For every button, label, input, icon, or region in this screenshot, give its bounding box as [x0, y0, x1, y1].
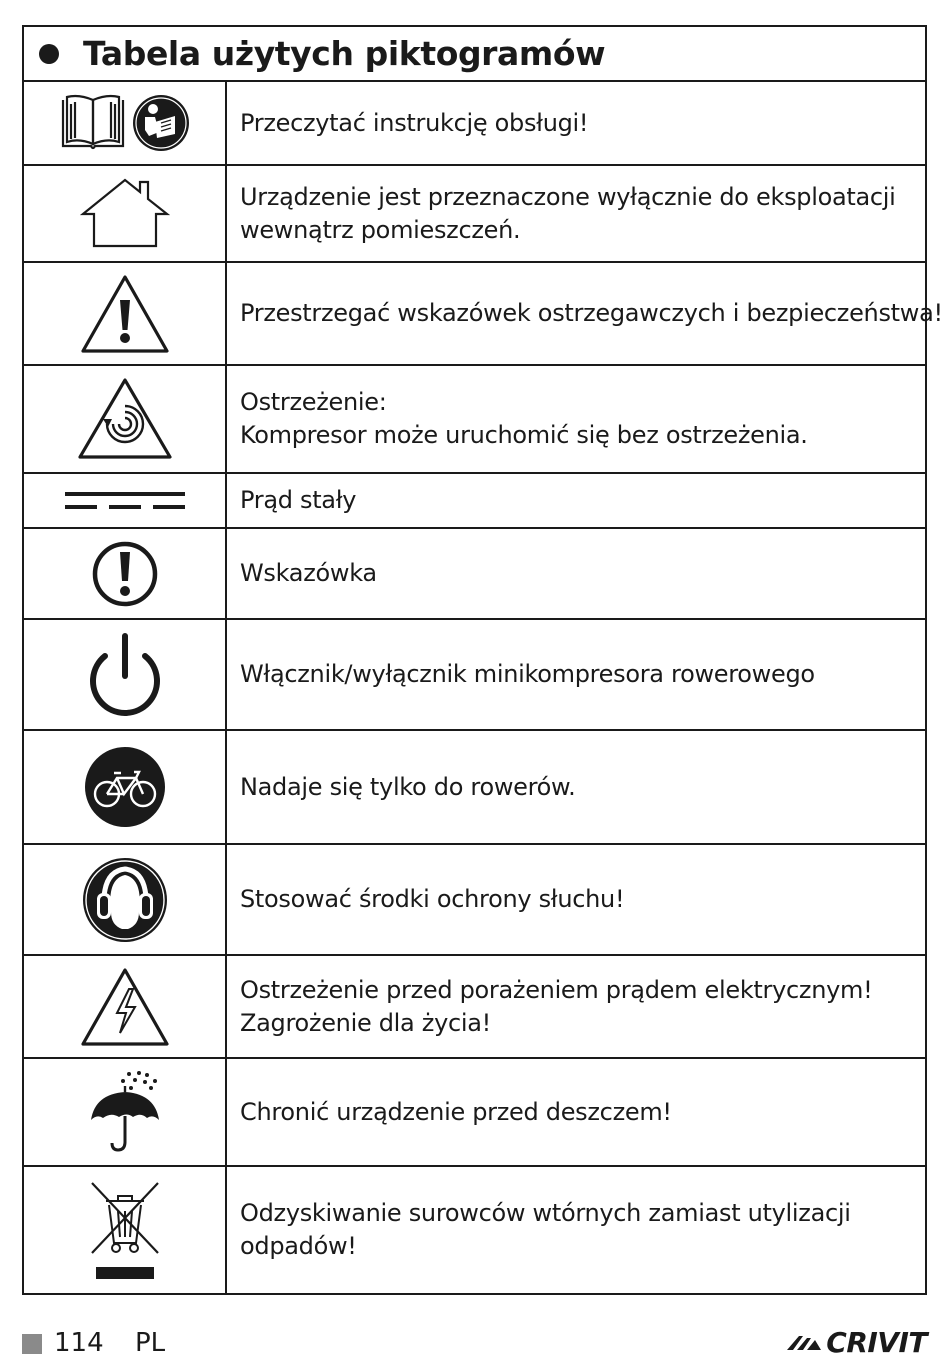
- table-row: [24, 166, 925, 263]
- table-row: [24, 1167, 925, 1293]
- row-description: Urządzenie jest przeznaczone wyłącznie do eksploatacji wewnątrz pomieszczeń.: [240, 182, 896, 244]
- page-footer: [22, 1328, 927, 1358]
- table-row: [24, 956, 925, 1059]
- table-row: [24, 263, 943, 366]
- brand-name: CRIVIT: [826, 1326, 927, 1359]
- manual-icon: [24, 82, 227, 164]
- direct-current-icon: [24, 474, 227, 527]
- table-title: Tabela użytych piktogramów: [83, 34, 606, 73]
- row-description: Nadaje się tylko do rowerów.: [240, 772, 576, 801]
- table-row: [24, 82, 925, 166]
- notice-icon: [24, 529, 227, 618]
- auto-start-warning-icon: [24, 366, 227, 472]
- row-description: Wskazówka: [240, 559, 377, 587]
- bicycle-icon: [24, 731, 227, 843]
- language-code: PL: [135, 1328, 166, 1358]
- row-description: Ostrzeżenie: Kompresor może uruchomić się bez ostrzeżenia.: [240, 388, 808, 449]
- table-row: [24, 366, 925, 474]
- table-row: [24, 731, 925, 845]
- table-row: [24, 529, 925, 620]
- warning-triangle-icon: [24, 263, 227, 364]
- page-number: 114: [54, 1328, 104, 1358]
- weee-bin-icon: [24, 1167, 227, 1293]
- house-icon: [24, 166, 227, 261]
- table-row: [24, 1059, 925, 1167]
- table-row: [24, 620, 925, 731]
- row-description: Ostrzeżenie przed porażeniem prądem elektrycznym! Zagrożenie dla życia!: [240, 975, 873, 1037]
- table-header: [24, 27, 925, 82]
- crivit-logo-icon: [785, 1332, 823, 1354]
- table-row: [24, 474, 925, 529]
- row-description: Chronić urządzenie przed deszczem!: [240, 1097, 672, 1126]
- row-description: Przeczytać instrukcję obsługi!: [240, 108, 589, 137]
- row-description: Prąd stały: [240, 486, 357, 514]
- row-description: Odzyskiwanie surowców wtórnych zamiast utylizacji odpadów!: [240, 1199, 851, 1260]
- row-description: Przestrzegać wskazówek ostrzegawczych i bezpieczeństwa!: [240, 299, 943, 327]
- bullet-icon: [39, 44, 59, 64]
- row-description: Włącznik/wyłącznik minikompresora rowerowego: [240, 660, 815, 688]
- pictogram-table: [22, 25, 943, 1295]
- page-marker-square: [22, 1334, 42, 1354]
- umbrella-rain-icon: [24, 1059, 227, 1165]
- hearing-protection-icon: [24, 845, 227, 954]
- table-row: [24, 845, 925, 956]
- row-description: Stosować środki ochrony słuchu!: [240, 885, 625, 913]
- electric-shock-icon: [24, 956, 227, 1057]
- brand-logo: [785, 1328, 927, 1358]
- power-icon: [24, 620, 227, 729]
